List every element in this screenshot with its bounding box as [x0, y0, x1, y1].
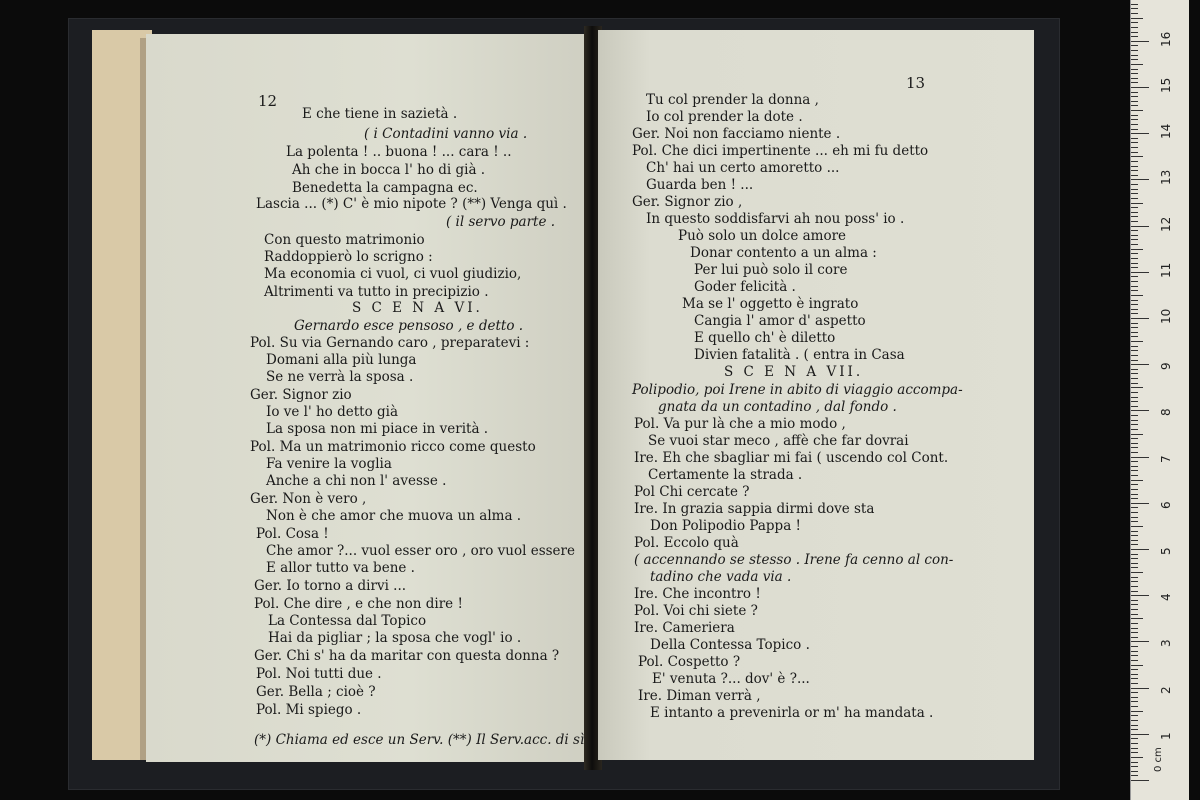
ruler-tick — [1131, 697, 1138, 698]
ruler-tick — [1131, 743, 1138, 744]
ruler-tick — [1131, 447, 1138, 448]
ruler-tick — [1131, 55, 1138, 56]
ruler-tick — [1131, 179, 1149, 180]
ruler-tick — [1131, 207, 1138, 208]
ruler-tick — [1131, 166, 1138, 167]
ruler-tick — [1131, 373, 1138, 374]
ruler-tick — [1131, 494, 1138, 495]
ruler-tick — [1131, 572, 1143, 573]
text-line: Pol. Su via Gernando caro , preparatevi : — [250, 335, 530, 351]
ruler-tick — [1131, 133, 1149, 134]
ruler-number: 11 — [1159, 262, 1173, 278]
text-line: Hai da pigliar ; la sposa che vogl' io . — [268, 630, 522, 646]
ruler-tick — [1131, 313, 1138, 314]
ruler-tick — [1131, 276, 1138, 277]
text-line: Io ve l' ho detto già — [266, 404, 399, 420]
text-line: Ire. Diman verrà , — [638, 688, 761, 704]
ruler-tick — [1131, 50, 1138, 51]
ruler-tick — [1131, 401, 1138, 402]
text-line: Altrimenti va tutto in precipizio . — [264, 284, 489, 300]
page-number-right: 13 — [906, 74, 926, 92]
ruler-number: 4 — [1159, 593, 1173, 602]
ruler-tick — [1131, 32, 1138, 33]
text-line: Pol. Va pur là che a mio modo , — [634, 416, 846, 432]
ruler-tick — [1131, 470, 1138, 471]
ruler-tick — [1131, 720, 1138, 721]
ruler-tick — [1131, 45, 1138, 46]
text-line: Ma economia ci vuol, ci vuol giudizio, — [264, 266, 522, 282]
text-line: La sposa non mi piace in verità . — [266, 421, 489, 437]
ruler-tick — [1131, 535, 1138, 536]
ruler-number: 3 — [1159, 639, 1173, 648]
ruler-tick — [1131, 614, 1138, 615]
stage-direction: Polipodio, poi Irene in abito di viaggio accompa- — [632, 382, 963, 398]
ruler-tick — [1131, 323, 1138, 324]
ruler-tick — [1131, 544, 1138, 545]
ruler-tick — [1131, 715, 1138, 716]
ruler-tick — [1131, 581, 1138, 582]
text-line: Ch' hai un certo amoretto ... — [646, 160, 840, 176]
ruler-tick — [1131, 595, 1149, 596]
ruler-tick — [1131, 489, 1138, 490]
ruler-tick — [1131, 147, 1138, 148]
ruler-tick — [1131, 752, 1138, 753]
text-line: Ire. In grazia sappia dirmi dove sta — [634, 501, 875, 517]
ruler-tick — [1131, 124, 1138, 125]
ruler-tick — [1131, 646, 1138, 647]
ruler-tick — [1131, 198, 1138, 199]
stage-direction: ( i Contadini vanno via . — [364, 126, 528, 142]
text-line: Ger. Io torno a dirvi ... — [254, 578, 407, 594]
ruler-tick — [1131, 355, 1138, 356]
ruler-tick — [1131, 632, 1138, 633]
text-line: Goder felicità . — [694, 279, 796, 295]
ruler-tick — [1131, 101, 1138, 102]
text-line: Non è che amor che muova un alma . — [266, 508, 522, 524]
scene-heading: S C E N A VII. — [724, 364, 864, 380]
ruler-tick — [1131, 221, 1138, 222]
ruler-tick — [1131, 591, 1138, 592]
ruler-tick — [1131, 757, 1143, 758]
text-line: Che amor ?... vuol esser oro , oro vuol essere — [266, 543, 575, 559]
ruler-tick — [1131, 96, 1138, 97]
ruler-number: 1 — [1159, 732, 1173, 740]
page-number-left: 12 — [258, 92, 278, 110]
ruler-number: 2 — [1159, 685, 1173, 694]
ruler-tick — [1131, 4, 1138, 5]
ruler-tick — [1131, 378, 1138, 379]
ruler-tick — [1131, 239, 1138, 240]
ruler-tick — [1131, 780, 1149, 781]
ruler-tick — [1131, 152, 1138, 153]
ruler-tick — [1131, 41, 1149, 42]
ruler-tick — [1131, 346, 1138, 347]
ruler-tick — [1131, 531, 1138, 532]
stage-direction: gnata da un contadino , dal fondo . — [658, 399, 897, 415]
text-line: Può solo un dolce amore — [678, 228, 847, 244]
ruler-number: 13 — [1159, 170, 1173, 186]
text-line: Pol. Mi spiego . — [256, 702, 362, 718]
ruler-tick — [1131, 203, 1143, 204]
ruler-tick — [1131, 8, 1138, 9]
ruler-tick — [1131, 156, 1143, 157]
ruler-tick — [1131, 193, 1138, 194]
ruler-tick — [1131, 138, 1138, 139]
text-line: Se ne verrà la sposa . — [266, 369, 414, 385]
scene-heading: S C E N A VI. — [352, 300, 483, 316]
text-line: Anche a chi non l' avesse . — [266, 473, 447, 489]
text-line: Ire. Che incontro ! — [634, 586, 761, 602]
ruler-tick — [1131, 27, 1138, 28]
ruler-tick — [1131, 184, 1138, 185]
ruler-tick — [1131, 480, 1143, 481]
ruler-tick — [1131, 567, 1138, 568]
ruler-tick — [1131, 415, 1138, 416]
ruler-tick — [1131, 521, 1138, 522]
ruler-tick — [1131, 364, 1149, 365]
text-line: Ger. Chi s' ha da maritar con questa donna ? — [254, 648, 560, 664]
text-line: Pol. Cospetto ? — [638, 654, 741, 670]
ruler-tick — [1131, 512, 1138, 513]
ruler-tick — [1131, 424, 1138, 425]
ruler-tick — [1131, 406, 1138, 407]
text-line: Cangia l' amor d' aspetto — [694, 313, 866, 329]
text-line: Ger. Non è vero , — [250, 491, 367, 507]
ruler-tick — [1131, 466, 1138, 467]
ruler-tick — [1131, 258, 1138, 259]
ruler-tick — [1131, 189, 1138, 190]
ruler-tick — [1131, 410, 1149, 411]
ruler-tick — [1131, 290, 1138, 291]
ruler-tick — [1131, 175, 1138, 176]
text-line: Ger. Signor zio , — [632, 194, 743, 210]
ruler-tick — [1131, 762, 1138, 763]
text-line: In questo soddisfarvi ah nou poss' io . — [646, 211, 905, 227]
ruler-tick — [1131, 618, 1143, 619]
ruler-tick — [1131, 230, 1138, 231]
ruler-tick — [1131, 119, 1138, 120]
measuring-ruler — [1130, 0, 1189, 800]
ruler-tick — [1131, 660, 1138, 661]
ruler-tick — [1131, 688, 1149, 689]
ruler-tick — [1131, 69, 1138, 70]
ruler-tick — [1131, 129, 1138, 130]
text-line: Pol. Che dire , e che non dire ! — [254, 596, 463, 612]
ruler-tick — [1131, 641, 1149, 642]
ruler-tick — [1131, 577, 1138, 578]
ruler-tick — [1131, 341, 1143, 342]
ruler-number — [1159, 0, 1173, 1]
ruler-tick — [1131, 563, 1138, 564]
ruler-tick — [1131, 300, 1138, 301]
ruler-tick — [1131, 558, 1138, 559]
ruler-number: 12 — [1159, 216, 1173, 232]
text-line: La Contessa dal Topico — [268, 613, 427, 629]
text-line: Pol. Noi tutti due . — [256, 666, 382, 682]
ruler-tick — [1131, 387, 1143, 388]
ruler-tick — [1131, 725, 1138, 726]
ruler-tick — [1131, 36, 1138, 37]
ruler-tick — [1131, 609, 1138, 610]
ruler-tick — [1131, 586, 1138, 587]
text-line: E allor tutto va bene . — [266, 560, 415, 576]
ruler-tick — [1131, 327, 1138, 328]
ruler-tick — [1131, 383, 1138, 384]
ruler-tick — [1131, 170, 1138, 171]
ruler-number: 7 — [1159, 454, 1173, 463]
ruler-tick — [1131, 434, 1143, 435]
ruler-number: 5 — [1159, 547, 1173, 555]
stage-direction: Gernardo esce pensoso , e detto . — [294, 318, 524, 334]
ruler-tick — [1131, 669, 1138, 670]
ruler-unit-label: 0 cm — [1153, 747, 1164, 772]
ruler-tick — [1131, 286, 1138, 287]
ruler-tick — [1131, 142, 1138, 143]
stage-direction: tadino che vada via . — [650, 569, 792, 585]
ruler-tick — [1131, 110, 1143, 111]
text-line: Ma se l' oggetto è ingrato — [682, 296, 859, 312]
ruler-tick — [1131, 683, 1138, 684]
text-line: Della Contessa Topico . — [650, 637, 810, 653]
text-line: La polenta ! .. buona ! ... cara ! .. — [286, 144, 512, 160]
ruler-tick — [1131, 235, 1138, 236]
ruler-tick — [1131, 475, 1138, 476]
text-line: Guarda ben ! ... — [646, 177, 754, 193]
text-line: Se vuoi star meco , affè che far dovrai — [648, 433, 909, 449]
text-line: E intanto a prevenirla or m' ha mandata . — [650, 705, 934, 721]
ruler-tick — [1131, 318, 1149, 319]
ruler-number: 10 — [1159, 308, 1173, 324]
ruler-tick — [1131, 678, 1138, 679]
ruler-tick — [1131, 253, 1138, 254]
ruler-tick — [1131, 775, 1138, 776]
ruler-tick — [1131, 549, 1149, 550]
ruler-tick — [1131, 115, 1138, 116]
text-line: Domani alla più lunga — [266, 352, 417, 368]
right-page — [598, 30, 1034, 760]
text-line: Io col prender la dote . — [646, 109, 803, 125]
ruler-tick — [1131, 244, 1138, 245]
ruler-tick — [1131, 82, 1138, 83]
text-line: Tu col prender la donna , — [646, 92, 819, 108]
ruler-tick — [1131, 507, 1138, 508]
text-line: Pol. Che dici impertinente ... eh mi fu detto — [632, 143, 929, 159]
ruler-tick — [1131, 64, 1143, 65]
ruler-tick — [1131, 452, 1138, 453]
ruler-number: 15 — [1159, 77, 1173, 93]
ruler-tick — [1131, 540, 1138, 541]
ruler-tick — [1131, 498, 1138, 499]
ruler-tick — [1131, 397, 1138, 398]
text-line: Ger. Signor zio — [250, 387, 352, 403]
ruler-tick — [1131, 392, 1138, 393]
ruler-tick — [1131, 350, 1138, 351]
text-line: Pol Chi cercate ? — [634, 484, 750, 500]
ruler-tick — [1131, 272, 1149, 273]
ruler-tick — [1131, 420, 1138, 421]
text-line: Pol. Ma un matrimonio ricco come questo — [250, 439, 536, 455]
text-line: Per lui può solo il core — [694, 262, 848, 278]
ruler-number: 16 — [1159, 31, 1173, 47]
ruler-number: 14 — [1159, 123, 1173, 140]
ruler-number: 8 — [1159, 408, 1173, 417]
text-line: Certamente la strada . — [648, 467, 803, 483]
text-line: Divien fatalità . ( entra in Casa — [694, 347, 905, 363]
text-line: E che tiene in sazietà . — [302, 106, 458, 122]
text-line: Ger. Noi non facciamo niente . — [632, 126, 841, 142]
ruler-tick — [1131, 212, 1138, 213]
ruler-tick — [1131, 281, 1138, 282]
ruler-tick — [1131, 249, 1143, 250]
ruler-tick — [1131, 443, 1138, 444]
ruler-tick — [1131, 22, 1138, 23]
text-line: Lascia ... (*) C' è mio nipote ? (**) Venga quì . — [256, 196, 567, 212]
ruler-tick — [1131, 369, 1138, 370]
text-line: E quello ch' è diletto — [694, 330, 836, 346]
text-line: Pol. Cosa ! — [256, 526, 329, 542]
ruler-tick — [1131, 604, 1138, 605]
ruler-tick — [1131, 267, 1138, 268]
stage-direction: ( accennando se stesso . Irene fa cenno al con- — [634, 552, 954, 568]
text-line: Ger. Bella ; cioè ? — [256, 684, 376, 700]
text-line: Pol. Eccolo quà — [634, 535, 739, 551]
ruler-tick — [1131, 637, 1138, 638]
ruler-tick — [1131, 665, 1143, 666]
ruler-tick — [1131, 729, 1138, 730]
text-line: E' venuta ?... dov' è ?... — [652, 671, 810, 687]
ruler-tick — [1131, 628, 1138, 629]
text-line: Ire. Cameriera — [634, 620, 735, 636]
ruler-tick — [1131, 304, 1138, 305]
ruler-tick — [1131, 711, 1143, 712]
ruler-tick — [1131, 526, 1143, 527]
ruler-tick — [1131, 92, 1138, 93]
text-line: Fa venire la voglia — [266, 456, 392, 472]
ruler-tick — [1131, 623, 1138, 624]
ruler-tick — [1131, 766, 1138, 767]
ruler-tick — [1131, 73, 1138, 74]
text-line: Donar contento a un alma : — [690, 245, 877, 261]
ruler-tick — [1131, 336, 1138, 337]
ruler-tick — [1131, 461, 1138, 462]
ruler-tick — [1131, 517, 1138, 518]
ruler-tick — [1131, 87, 1149, 88]
ruler-tick — [1131, 105, 1138, 106]
ruler-tick — [1131, 554, 1138, 555]
ruler-tick — [1131, 701, 1138, 702]
ruler-tick — [1131, 771, 1138, 772]
ruler-tick — [1131, 438, 1138, 439]
ruler-tick — [1131, 503, 1149, 504]
text-line: Raddoppierò lo scrigno : — [264, 249, 433, 265]
ruler-tick — [1131, 360, 1138, 361]
ruler-tick — [1131, 738, 1138, 739]
ruler-tick — [1131, 332, 1138, 333]
text-line: Ire. Eh che sbagliar mi fai ( uscendo col Cont. — [634, 450, 949, 466]
stage-direction: (*) Chiama ed esce un Serv. (**) Il Serv.acc. di sì — [254, 732, 585, 748]
ruler-tick — [1131, 161, 1138, 162]
stage-direction: ( il servo parte . — [446, 214, 556, 230]
ruler-tick — [1131, 226, 1149, 227]
ruler-number: 9 — [1159, 362, 1173, 371]
text-line: Don Polipodio Pappa ! — [650, 518, 801, 534]
ruler-tick — [1131, 484, 1138, 485]
ruler-tick — [1131, 309, 1138, 310]
ruler-tick — [1131, 457, 1149, 458]
text-line: Pol. Voi chi siete ? — [634, 603, 758, 619]
ruler-number: 6 — [1159, 501, 1173, 509]
ruler-tick — [1131, 706, 1138, 707]
left-page — [146, 34, 588, 762]
ruler-tick — [1131, 651, 1138, 652]
ruler-tick — [1131, 600, 1138, 601]
ruler-tick — [1131, 78, 1138, 79]
ruler-tick — [1131, 18, 1143, 19]
ruler-tick — [1131, 674, 1138, 675]
text-line: Con questo matrimonio — [264, 232, 425, 248]
ruler-tick — [1131, 13, 1138, 14]
ruler-tick — [1131, 263, 1138, 264]
ruler-tick — [1131, 59, 1138, 60]
text-line: Benedetta la campagna ec. — [292, 180, 478, 196]
text-line: Ah che in bocca l' ho di già . — [292, 162, 486, 178]
ruler-tick — [1131, 295, 1143, 296]
ruler-tick — [1131, 655, 1138, 656]
ruler-tick — [1131, 429, 1138, 430]
ruler-tick — [1131, 748, 1138, 749]
ruler-tick — [1131, 216, 1138, 217]
ruler-tick — [1131, 734, 1149, 735]
ruler-tick — [1131, 692, 1138, 693]
